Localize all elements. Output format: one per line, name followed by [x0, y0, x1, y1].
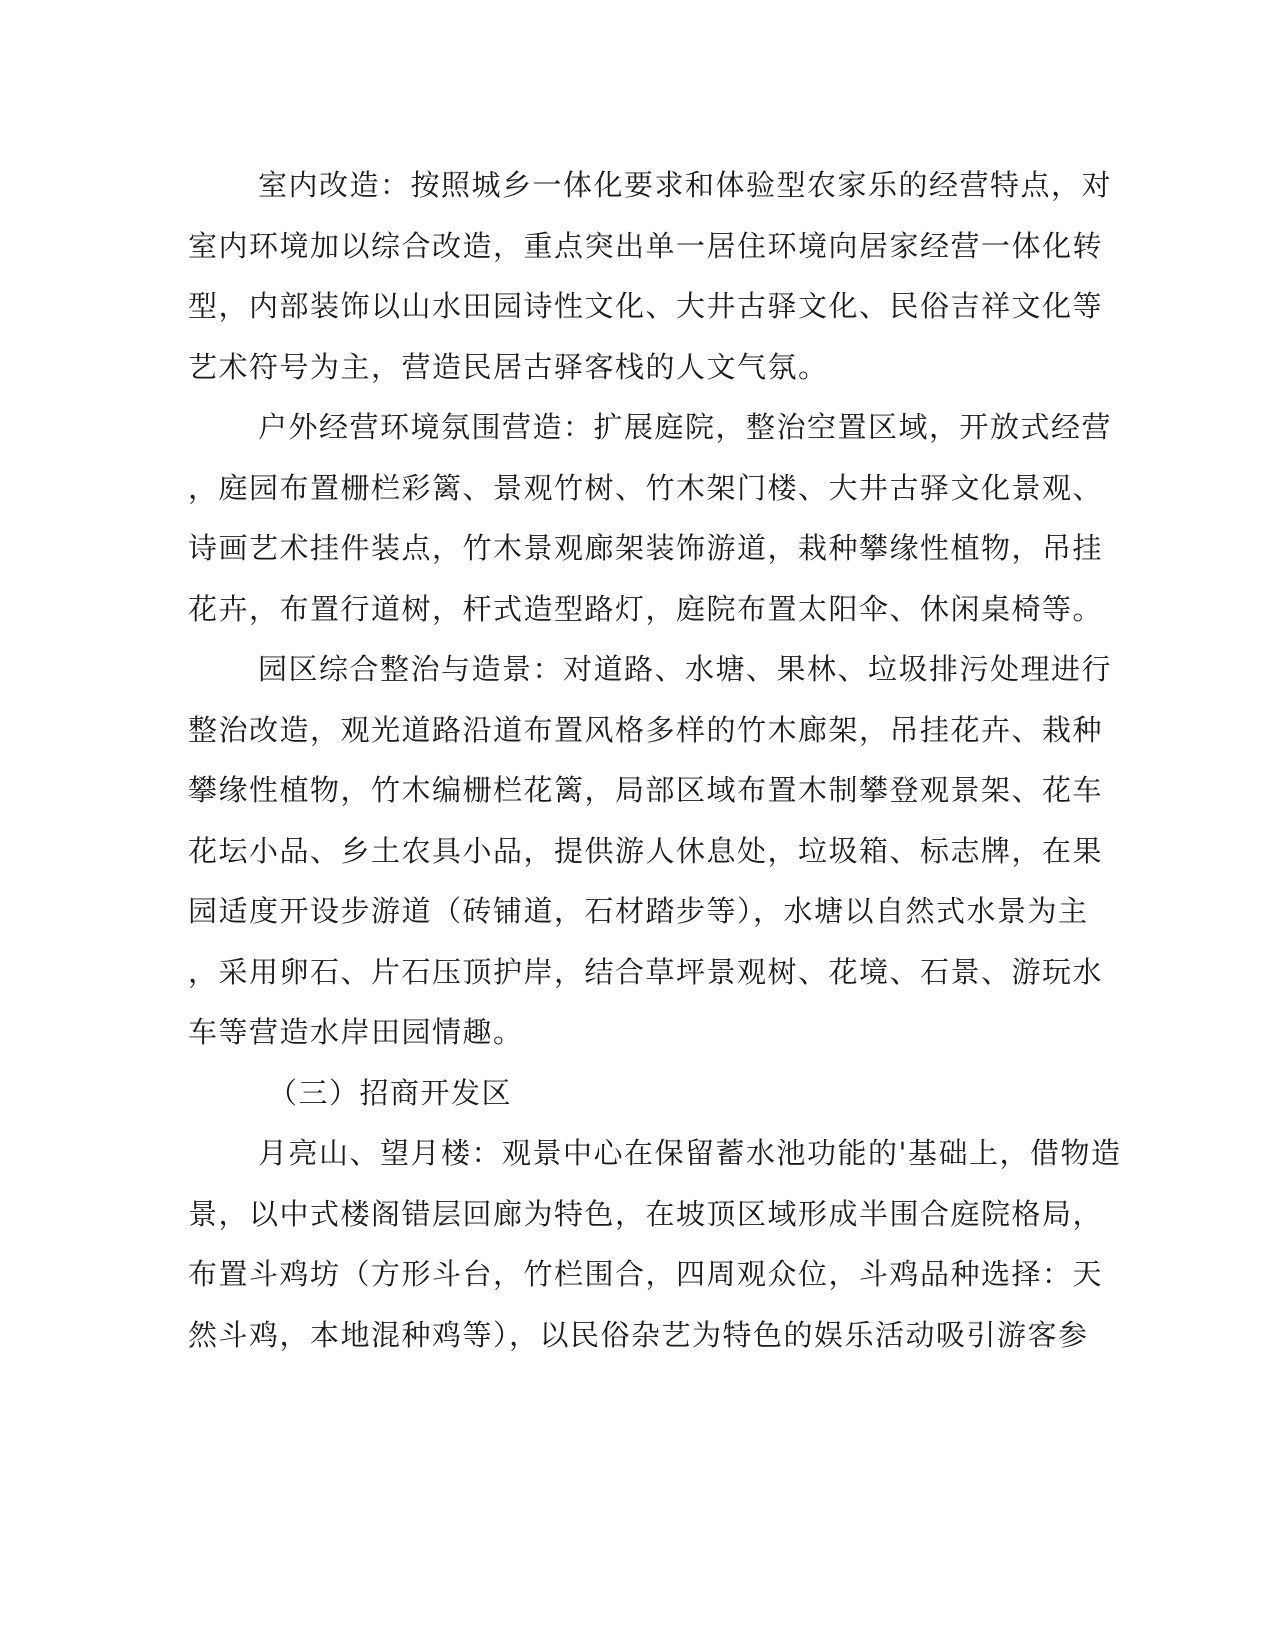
- section-heading: （三）招商开发区: [268, 1075, 513, 1110]
- paragraph-moon-line-2: 景，以中式楼阁错层回廊为特色，在坡顶区域形成半围合庭院格局，: [188, 1196, 1104, 1231]
- paragraph-outdoor-line-1: 户外经营环境氛围营造：扩展庭院，整治空置区域，开放式经营: [258, 410, 1113, 444]
- paragraph-park-line-6: ，采用卵石、片石压顶护岸，结合草坪景观树、花境、石景、游玩水: [188, 954, 1104, 989]
- paragraph-moon-line-3: 布置斗鸡坊（方形斗台，竹栏围合，四周观众位，斗鸡品种选择：天: [188, 1257, 1104, 1291]
- paragraph-moon-line-4: 然斗鸡，本地混种鸡等），以民俗杂艺为特色的娱乐活动吸引游客参: [188, 1317, 1089, 1352]
- paragraph-park-line-2: 整治改造，观光道路沿道布置风格多样的竹木廊架，吊挂花卉、栽种: [188, 712, 1104, 747]
- paragraph-park-line-4: 花坛小品、乡土农具小品，提供游人休息处，垃圾箱、标志牌，在果: [188, 833, 1104, 868]
- paragraph-park-line-7: 车等营造水岸田园情趣。: [188, 1015, 524, 1049]
- paragraph-indoor-line-1: 室内改造：按照城乡一体化要求和体验型农家乐的经营特点，对: [258, 168, 1113, 202]
- paragraph-outdoor-line-4: 花卉，布置行道树，杆式造型路灯，庭院布置太阳伞、休闲桌椅等。: [188, 591, 1104, 626]
- paragraph-moon-line-1: 月亮山、望月楼：观景中心在保留蓄水池功能的'基础上，借物造: [258, 1136, 1122, 1170]
- paragraph-park-line-3: 攀缘性植物，竹木编栅栏花篱，局部区域布置木制攀登观景架、花车: [188, 773, 1104, 807]
- paragraph-outdoor-line-2: ，庭园布置栅栏彩篱、景观竹树、竹木架门楼、大井古驿文化景观、: [188, 470, 1104, 505]
- paragraph-indoor-line-3: 型，内部装饰以山水田园诗性文化、大井古驿文化、民俗吉祥文化等: [188, 289, 1104, 323]
- paragraph-park-line-1: 园区综合整治与造景：对道路、水塘、果林、垃圾排污处理进行: [258, 652, 1113, 686]
- paragraph-park-line-5: 园适度开设步游道（砖铺道，石材踏步等），水塘以自然式水景为主: [188, 894, 1089, 928]
- paragraph-indoor-line-2: 室内环境加以综合改造，重点突出单一居住环境向居家经营一体化转: [188, 228, 1104, 263]
- paragraph-indoor-line-4: 艺术符号为主，营造民居古驿客栈的人文气氛。: [188, 349, 829, 384]
- document-body: [188, 155, 1122, 1365]
- paragraph-outdoor-line-3: 诗画艺术挂件装点，竹木景观廊架装饰游道，栽种攀缘性植物，吊挂: [188, 531, 1104, 565]
